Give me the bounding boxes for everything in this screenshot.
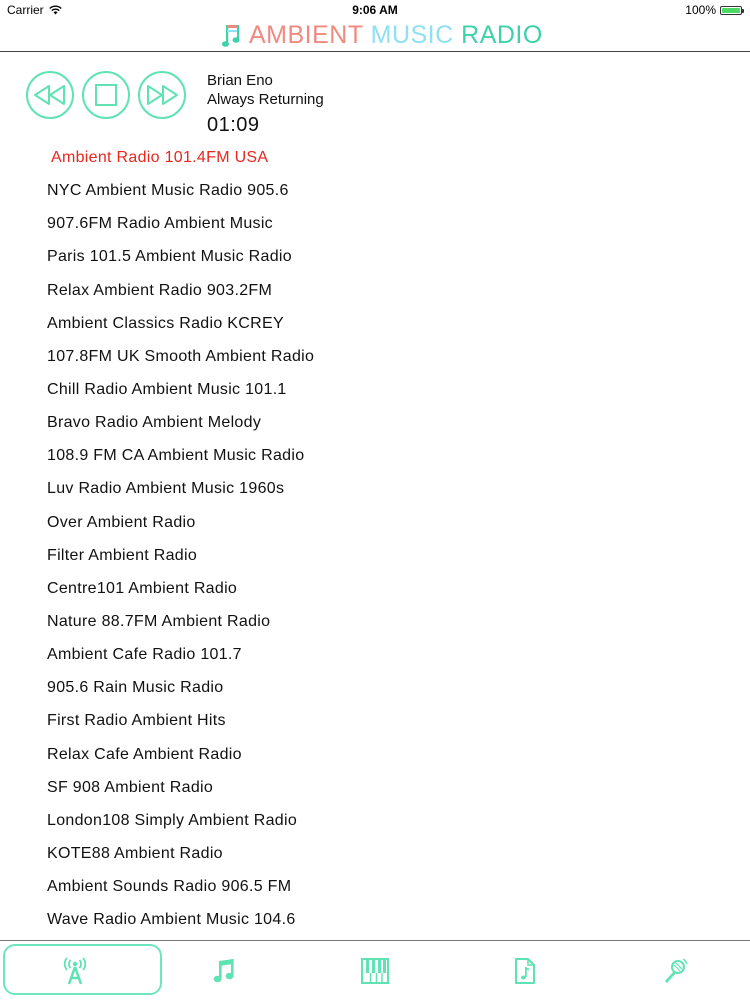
now-playing <box>207 72 324 139</box>
microphone-icon <box>662 958 688 984</box>
status-time: 9:06 AM <box>352 3 398 17</box>
station-item[interactable]: Ambient Classics Radio KCREY <box>47 314 284 332</box>
tab-radio[interactable] <box>0 941 150 1000</box>
piano-keys-icon <box>361 958 389 984</box>
station-item[interactable]: Luv Radio Ambient Music 1960s <box>47 480 285 498</box>
station-item[interactable]: Wave Radio Ambient Music 104.6 <box>47 911 296 929</box>
app-header <box>0 20 750 52</box>
tab-bar <box>0 940 750 1000</box>
title-radio: RADIO <box>461 21 543 49</box>
title-music: MUSIC <box>370 21 454 49</box>
station-item-active[interactable]: Ambient Radio 101.4FM USA <box>51 149 269 166</box>
stop-button[interactable] <box>82 71 130 119</box>
station-item[interactable]: 905.6 Rain Music Radio <box>47 679 224 697</box>
radio-antenna-icon <box>60 957 90 985</box>
music-file-icon <box>514 958 536 984</box>
tab-piano[interactable] <box>300 941 450 1000</box>
station-item[interactable]: London108 Simply Ambient Radio <box>47 811 298 829</box>
stop-icon <box>94 83 118 107</box>
tab-music-file[interactable] <box>450 941 600 1000</box>
station-item[interactable]: Over Ambient Radio <box>47 513 196 531</box>
station-list <box>0 141 750 936</box>
now-playing-artist: Brian Eno <box>207 72 273 89</box>
station-item[interactable]: 907.6FM Radio Ambient Music <box>47 215 273 233</box>
station-item[interactable]: Centre101 Ambient Radio <box>47 579 238 597</box>
fast-forward-icon <box>145 83 179 107</box>
status-bar <box>0 0 750 20</box>
station-item[interactable]: Paris 101.5 Ambient Music Radio <box>47 248 292 266</box>
fast-forward-button[interactable] <box>138 71 186 119</box>
rewind-button[interactable] <box>26 71 74 119</box>
station-item[interactable]: Ambient Sounds Radio 906.5 FM <box>47 878 292 896</box>
music-note-icon <box>213 958 237 984</box>
station-item[interactable]: Bravo Radio Ambient Melody <box>47 414 262 432</box>
station-item[interactable]: Relax Cafe Ambient Radio <box>47 745 242 763</box>
battery-info <box>685 3 742 17</box>
tab-microphone[interactable] <box>600 941 750 1000</box>
station-item[interactable]: Relax Ambient Radio 903.2FM <box>47 281 273 299</box>
elapsed-time: 01:09 <box>207 114 260 136</box>
station-item[interactable]: 107.8FM UK Smooth Ambient Radio <box>47 347 315 365</box>
station-item[interactable]: SF 908 Ambient Radio <box>47 778 214 796</box>
station-item[interactable]: Nature 88.7FM Ambient Radio <box>47 612 271 630</box>
tab-music[interactable] <box>150 941 300 1000</box>
battery-percent: 100% <box>685 3 716 17</box>
title-ambient: AMBIENT <box>249 21 364 49</box>
station-item[interactable]: 108.9 FM CA Ambient Music Radio <box>47 447 305 465</box>
battery-icon <box>720 6 742 15</box>
station-item[interactable]: NYC Ambient Music Radio 905.6 <box>47 182 289 200</box>
station-item[interactable]: KOTE88 Ambient Radio <box>47 844 223 862</box>
station-item[interactable]: Filter Ambient Radio <box>47 546 198 564</box>
now-playing-song: Always Returning <box>207 91 324 108</box>
station-item[interactable]: Ambient Cafe Radio 101.7 <box>47 646 242 664</box>
carrier-label: Carrier <box>7 3 44 17</box>
player-controls <box>26 71 186 119</box>
station-item[interactable]: Chill Radio Ambient Music 101.1 <box>47 380 287 398</box>
music-note-logo-icon <box>222 23 242 49</box>
station-item[interactable]: First Radio Ambient Hits <box>47 712 226 730</box>
app-title <box>222 21 543 50</box>
rewind-icon <box>33 83 67 107</box>
